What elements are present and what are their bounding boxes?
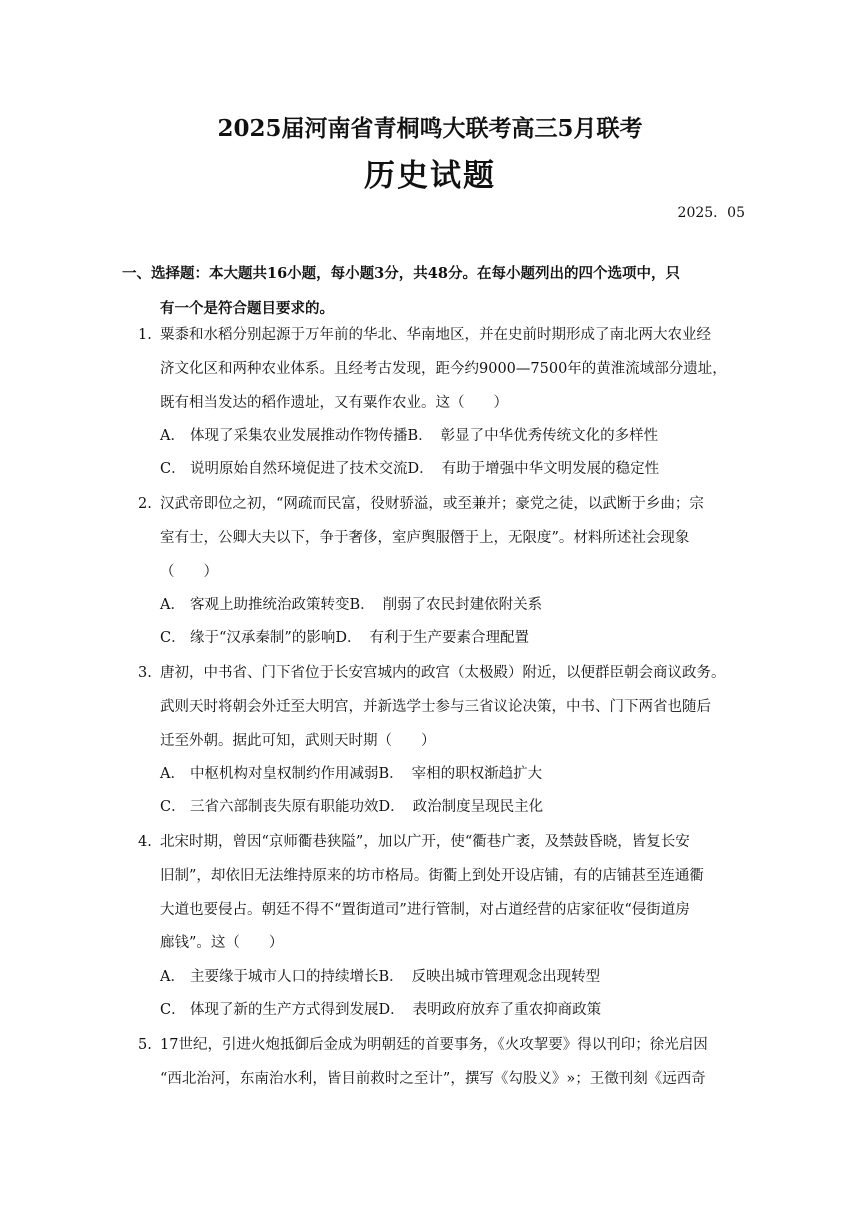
option-d[interactable]: D． 有助于增强中华文明发展的稳定性: [407, 461, 660, 477]
options-row: [160, 622, 740, 656]
question-line: 旧制”，却依旧无法维持原来的坊市格局。街衢上到处开设店铺，有的店铺甚至连通衢: [160, 867, 704, 884]
option-a[interactable]: A． 中枢机构对皇权制约作用减弱: [160, 766, 379, 782]
exam-title: 2025届河南省青桐鸣大联考高三5月联考: [217, 115, 643, 142]
question-line: “西北治河，东南治水利，皆目前救时之至计”，撰写《勾股义》»；王徵刊刻《远西奇: [160, 1070, 706, 1087]
question-line: 室有士，公卿大夫以下，争于奢侈，室庐舆服僭于上，无限度”。材料所述社会现象: [160, 529, 690, 546]
question-line: 迁至外朝。据此可知，武则天时期（ ）: [160, 732, 436, 749]
question-line: 廊钱”。这（ ）: [160, 935, 284, 952]
question-line: 济文化区和两种农业体系。且经考古发现，距今约9000—7500年的黄淮流域部分遗址，: [160, 360, 727, 377]
question-line: 粟黍和水稻分别起源于万年前的华北、华南地区，并在史前时期形成了南北两大农业经: [160, 327, 711, 343]
exam-date: 2025．05: [677, 205, 745, 221]
option-a[interactable]: A． 体现了采集农业发展推动作物传播: [160, 428, 408, 444]
question-line: 既有相当发达的稻作遗址，又有粟作农业。这（ ）: [160, 394, 508, 411]
options-row: [160, 758, 740, 792]
option-b[interactable]: B． 削弱了农民封建依附关系: [349, 597, 543, 613]
option-b[interactable]: B． 反映出城市管理观念出现转型: [378, 969, 601, 985]
question-number: 3.: [138, 665, 152, 681]
option-d[interactable]: D． 政治制度呈现民主化: [378, 799, 544, 815]
question-1: [138, 319, 738, 420]
option-d[interactable]: D． 表明政府放弃了重农抑商政策: [378, 1002, 602, 1018]
section-heading-line2: 有一个是符合题目要求的。: [160, 300, 334, 317]
question-number: 1.: [138, 327, 152, 343]
option-a[interactable]: A． 客观上助推统治政策转变: [160, 597, 350, 613]
question-number: 2.: [138, 496, 152, 512]
option-c[interactable]: C． 缘于“汉承秦制”的影响: [160, 630, 336, 646]
options-row: [160, 791, 740, 825]
section-heading: [122, 256, 742, 326]
options-row: [160, 589, 740, 623]
option-c[interactable]: C． 体现了新的生产方式得到发展: [160, 1002, 379, 1018]
question-5: [138, 1029, 738, 1097]
option-d[interactable]: D． 有利于生产要素合理配置: [335, 630, 529, 646]
option-c[interactable]: C． 三省六部制丧失原有职能功效: [160, 799, 379, 815]
question-2: [138, 488, 738, 589]
question-line: 汉武帝即位之初，“网疏而民富，役财骄溢，或至兼并；豪党之徒，以武断于乡曲；宗: [160, 496, 704, 512]
question-line: （ ）: [160, 563, 218, 580]
section-heading-line1: 一、选择题：本大题共16小题，每小题3分，共48分。在每小题列出的四个选项中，只: [122, 265, 680, 282]
options-row: [160, 961, 740, 995]
options-row: [160, 420, 740, 454]
question-4: [138, 826, 738, 961]
options-row: [160, 453, 740, 487]
question-line: 唐初，中书省、门下省位于长安宫城内的政宫（太极殿）附近，以便群臣朝会商议政务。: [160, 665, 726, 681]
question-line: 大道也要侵占。朝廷不得不“置街道司”进行管制，对占道经营的店家征收“侵街道房: [160, 901, 690, 918]
options-row: [160, 994, 740, 1028]
option-c[interactable]: C． 说明原始自然环境促进了技术交流: [160, 461, 408, 477]
question-3: [138, 657, 738, 758]
exam-subject-title: 历史试题: [364, 158, 496, 194]
option-b[interactable]: B． 彰显了中华优秀传统文化的多样性: [407, 428, 659, 444]
question-line: 17世纪，引进火炮抵御后金成为明朝廷的首要事务，《火攻挈要》得以刊印；徐光启因: [160, 1037, 708, 1053]
question-number: 5.: [138, 1037, 152, 1053]
option-b[interactable]: B． 宰相的职权渐趋扩大: [378, 766, 543, 782]
option-a[interactable]: A． 主要缘于城市人口的持续增长: [160, 969, 379, 985]
question-number: 4.: [138, 834, 152, 850]
question-line: 武则天时将朝会外迁至大明宫，并新选学士参与三省议论决策，中书、门下两省也随后: [160, 698, 711, 715]
question-line: 北宋时期，曾因“京师衢巷狭隘”，加以广开，使“衢巷广袤，及禁鼓昏晓，皆复长安: [160, 834, 690, 850]
